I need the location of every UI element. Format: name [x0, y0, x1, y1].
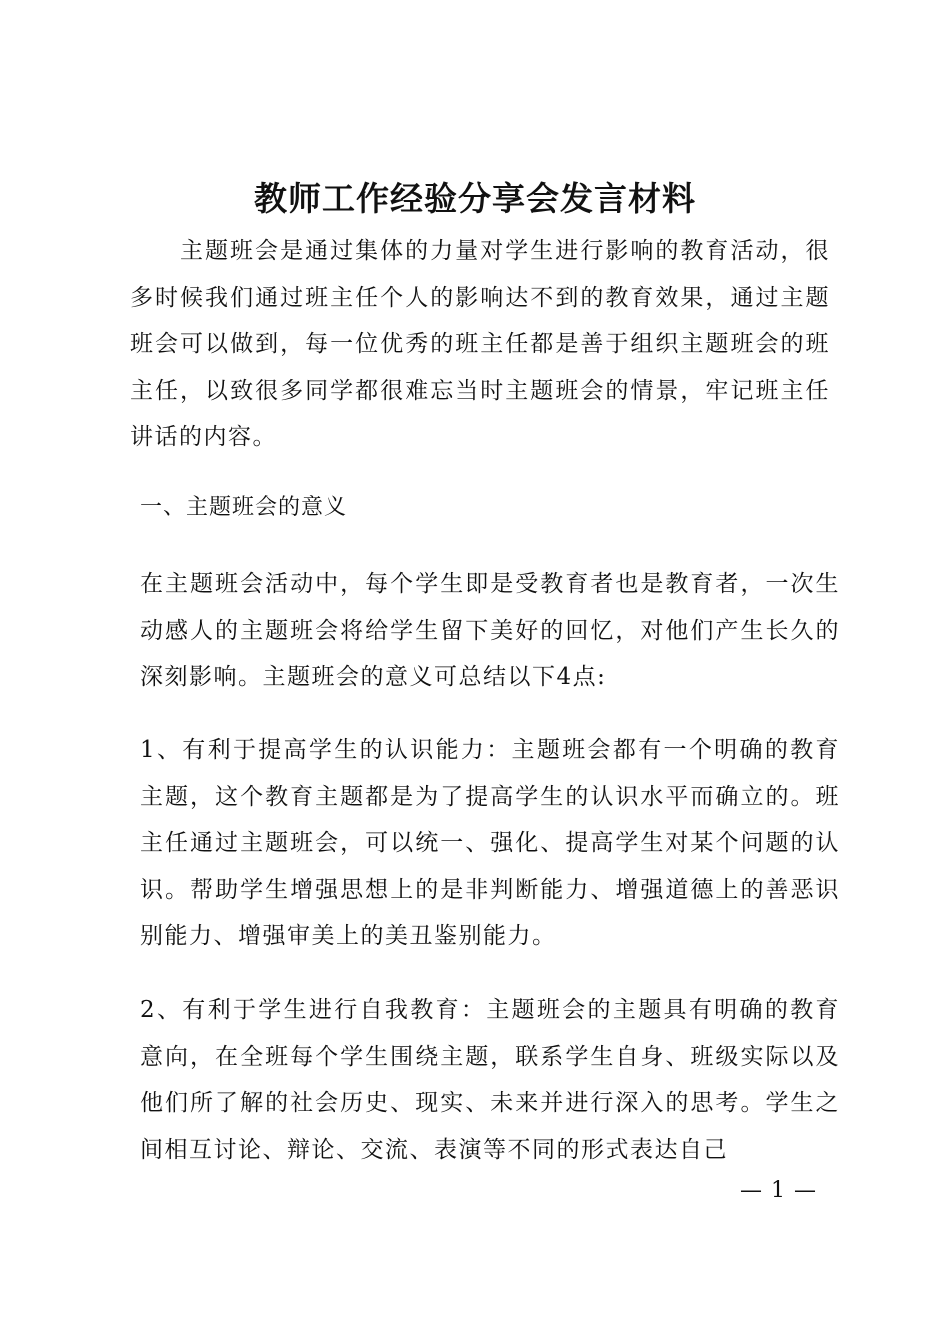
section-heading-meaning: 一、主题班会的意义	[140, 495, 348, 520]
meaning-summary-text: 主题班会的意义可总结以下4点:	[262, 664, 607, 690]
meaning-emphasis-text: 在主题班会活动中，每个学生即是受教育者也是教育者，一次生动感人的主题班会将给学生留下美好的回忆，对他们产生长久的深刻影响。	[140, 571, 840, 690]
intro-paragraph: 主题班会是通过集体的力量对学生进行影响的教育活动，很多时候我们通过班主任个人的影响达不到的教育效果，通过主题班会可以做到，每一位优秀的班主任都是善于组织主题班会的班主任，以致很多同学都很难忘当时主题班会的情景，牢记班主任讲话的内容。	[130, 238, 830, 450]
point-2-paragraph: 2、有利于学生进行自我教育：主题班会的主题具有明确的教育意向，在全班每个学生围绕主题，联系学生自身、班级实际以及他们所了解的社会历史、现实、未来并进行深入的思考。学生之间相互讨论、辩论、交流、表演等不同的形式表达自己	[140, 997, 840, 1163]
point-1-emphasis-text: 一、强化、提高学生对某个问题的认识。	[140, 830, 841, 903]
document-title: 教师工作经验分享会发言材料	[254, 179, 696, 218]
point-1-text-end: 帮助学生增强思想上的是非判断能力、增强道德上的善恶识别能力、增强审美上的美丑鉴别能力。	[140, 876, 841, 949]
point-1-paragraph	[130, 727, 840, 960]
point-1-text-start: 1、有利于提高学生的认识能力：主题班会都有一个明确的教育主题，这个教育主题都是为了提高学生的认识水平而确立的。班主任通过主题班会，可以统	[140, 737, 840, 856]
page-number: — 1 —	[740, 1178, 817, 1203]
meaning-paragraph	[130, 561, 840, 701]
